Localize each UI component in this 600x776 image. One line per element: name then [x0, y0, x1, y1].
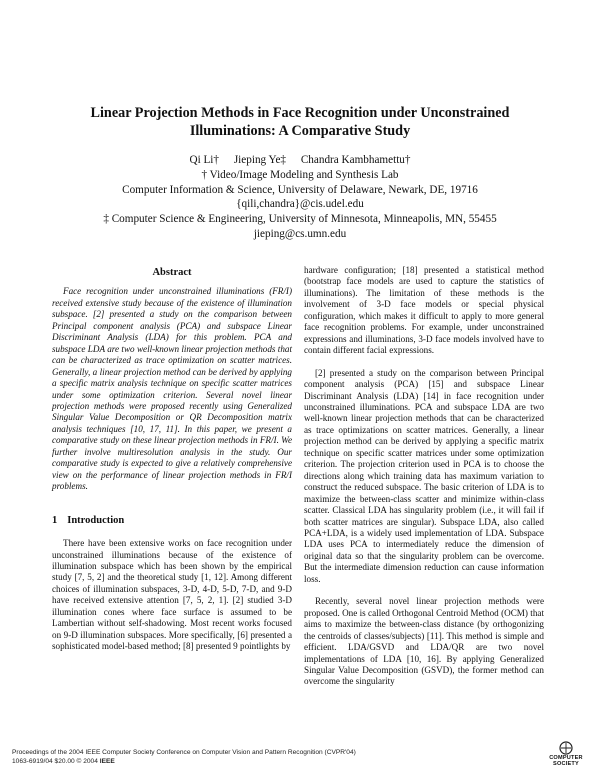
affiliation-lab: † Video/Image Modeling and Synthesis Lab — [201, 168, 399, 181]
author-block — [40, 153, 560, 242]
computer-society-emblem-icon — [558, 741, 574, 755]
introduction-paragraph-1: There have been extensive works on face recognition under unconstrained illuminations because of the existence of illumination subspace which has been shown by the empirical study [7, 5, 2] and the theoretical study [1, 12]. Among different choices of illumination subspaces, 3-D, 4-D, 5-D, 7-D, and 9-D have received extensive attention [7, 5, 2, 1]. [2] studied 3-D illumination cones where face surface is assumed to be Lambertian without self-shadowing. Most recent works focused on 9-D illumination subspaces. More specifically, [6] presented a sophisticated model-based method; [8] presented 9 pointlights by — [52, 538, 292, 652]
email-2: jieping@cs.umn.edu — [253, 227, 347, 240]
title-line-2: Illuminations: A Comparative Study — [189, 123, 411, 139]
right-paragraph-continued: hardware configuration; [18] presented a statistical method (bootstrap face models are used to capture the statistics of illuminations). The limitation of these methods is the involvement of 3-D face models or special physical configuration, which makes it difficult to apply to more general face recognition problems. For example, under unconstrained expressions and illuminations, 3-D face models involved have to contain different facial expressions. — [304, 265, 544, 356]
right-column — [304, 265, 544, 699]
logo-line-2: SOCIETY — [553, 761, 579, 767]
paper-title — [40, 104, 560, 140]
footer-proceedings: Proceedings of the 2004 IEEE Computer Society Conference on Computer Vision and Pattern Recognition (CVPR'04) — [12, 749, 356, 756]
logo-line-1: COMPUTER — [549, 755, 583, 761]
introduction-heading — [52, 515, 292, 526]
author-3: Chandra Kambhamettu† — [300, 154, 411, 166]
right-paragraph-3: Recently, several novel linear projection methods were proposed. One is called Orthogonal Centroid Method (OCM) that aims to maximize the between-class distance (by orthogonizing the centroids of classes/subjects) [11]. This method is simple and efficient. LDA/GSVD and LDA/QR are two novel implementations of LDA [10, 16]. By applying Generalized Singular Value Decomposition (GSVD), the former method can overcome the singularity — [304, 596, 544, 687]
footer-copyright: 1063-6919/04 $20.00 © 2004 — [12, 758, 98, 765]
title-line-1: Linear Projection Methods in Face Recognition under Unconstrained — [90, 105, 510, 121]
section-number: 1 — [52, 514, 58, 526]
footer-copyright-line — [12, 757, 492, 766]
right-paragraph-2: [2] presented a study on the comparison between Principal component analysis (PCA) [15] and subspace Linear Discriminant Analysis (LDA) [14] in face recognition under unconstrained illuminations. PCA and subspace LDA are two well-known linear projection methods that can be characterized as trace optimizations on scatter matrices. Generally, a linear projection method can be derived by applying a specific matrix technique on specific scatter matrices under some optimization criterion. The projection criterion used in PCA is to choose the directions along which training data has maximum variation to construct the reduced subspace. The basic criterion of LDA is to maximize the between-class scatter and minimize within-class scatter. Classical LDA has singularity problem (i.e., it will fail if both scatter matrices are singular). Subspace LDA, also called PCA+LDA, is a widely used implementation of LDA. Subspace LDA uses PCA to intermediately reduce the dimension of original data so that the singularity problem can be overcome. But the intermediate dimension reduction can cause information loss. — [304, 367, 544, 584]
page-footer — [12, 748, 492, 766]
email-1: {qili,chandra}@cis.udel.edu — [236, 198, 364, 211]
section-title: Introduction — [67, 514, 125, 526]
left-column — [52, 267, 292, 664]
affiliation-2: ‡ Computer Science & Engineering, University of Minnesota, Minneapolis, MN, 55455 — [103, 213, 497, 226]
footer-ieee: IEEE — [99, 758, 115, 765]
author-names — [40, 153, 560, 168]
abstract-text: Face recognition under unconstrained illuminations (FR/I) received extensive study because of the existence of illumination subspace. [2] presented a study on the comparison between Principal component analysis (PCA) and subspace Linear Discriminant Analysis (LDA) for this problem. PCA and subspace LDA are two well-known linear projection methods that can be characterized as trace optimization on scatter matrices. Generally, a linear projection method can be derived by applying a specific matrix analysis technique on specific scatter matrices under some optimization criterion. Several novel linear projection methods were proposed recently using Generalized Singular Value Decomposition or QR Decomposition matrix analysis techniques [10, 17, 11]. In this paper, we present a comparative study on these linear projection methods in FR/I. We further involve multiresolution analysis in the study. Our comparative study is expected to give a relatively comprehensive view on the performance of linear projection methods in FR/I problems. — [52, 286, 292, 492]
computer-society-logo — [540, 741, 592, 771]
abstract-heading: Abstract — [152, 267, 192, 278]
affiliation-1: Computer Information & Science, University of Delaware, Newark, DE, 19716 — [122, 183, 478, 196]
author-1: Qi Li† — [189, 154, 220, 166]
author-2: Jieping Ye‡ — [233, 154, 287, 166]
